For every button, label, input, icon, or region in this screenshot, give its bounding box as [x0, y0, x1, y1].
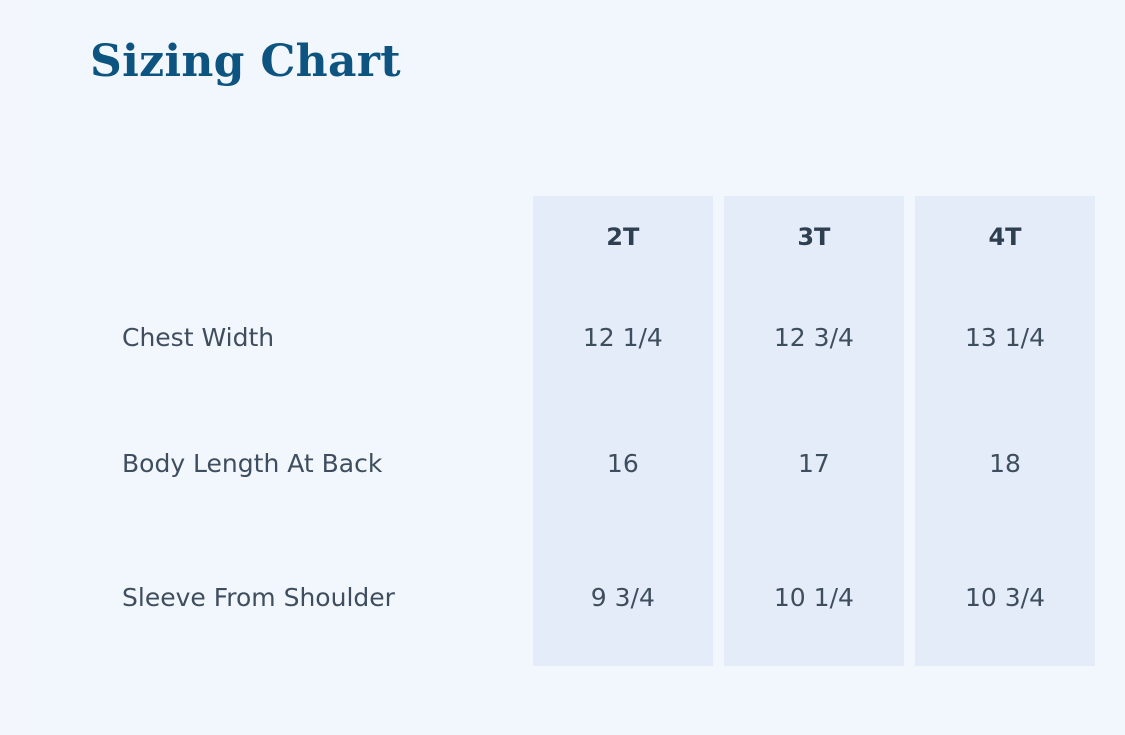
column-header-4t: 4T [915, 196, 1095, 278]
column-gap [713, 278, 724, 398]
row-label-chest-width: Chest Width [122, 323, 275, 353]
row-label-sleeve-from-shoulder: Sleeve From Shoulder [122, 583, 395, 613]
cell-body-length-3t: 17 [724, 398, 904, 530]
cell-body-length-4t: 18 [915, 398, 1095, 530]
column-header-3t: 3T [724, 196, 904, 278]
table-header-row [90, 196, 1095, 278]
column-gap [713, 196, 724, 278]
column-gap [904, 530, 915, 666]
cell-sleeve-4t: 10 3/4 [915, 530, 1095, 666]
cell-sleeve-3t: 10 1/4 [724, 530, 904, 666]
page-left-edge-strip [0, 0, 30, 735]
cell-chest-width-3t: 12 3/4 [724, 278, 904, 398]
table-corner-cell [90, 196, 533, 278]
sizing-chart-table [90, 196, 1095, 666]
column-header-2t: 2T [533, 196, 713, 278]
cell-body-length-2t: 16 [533, 398, 713, 530]
page-title: Sizing Chart [90, 36, 401, 87]
sizing-chart-page [30, 0, 1125, 735]
table-row [90, 278, 1095, 398]
table-row [90, 530, 1095, 666]
column-gap [904, 398, 915, 530]
column-gap [713, 530, 724, 666]
column-gap [713, 398, 724, 530]
cell-chest-width-2t: 12 1/4 [533, 278, 713, 398]
column-gap [904, 278, 915, 398]
column-gap [904, 196, 915, 278]
cell-sleeve-2t: 9 3/4 [533, 530, 713, 666]
cell-chest-width-4t: 13 1/4 [915, 278, 1095, 398]
row-label-body-length-at-back: Body Length At Back [122, 449, 383, 479]
table-row [90, 398, 1095, 530]
